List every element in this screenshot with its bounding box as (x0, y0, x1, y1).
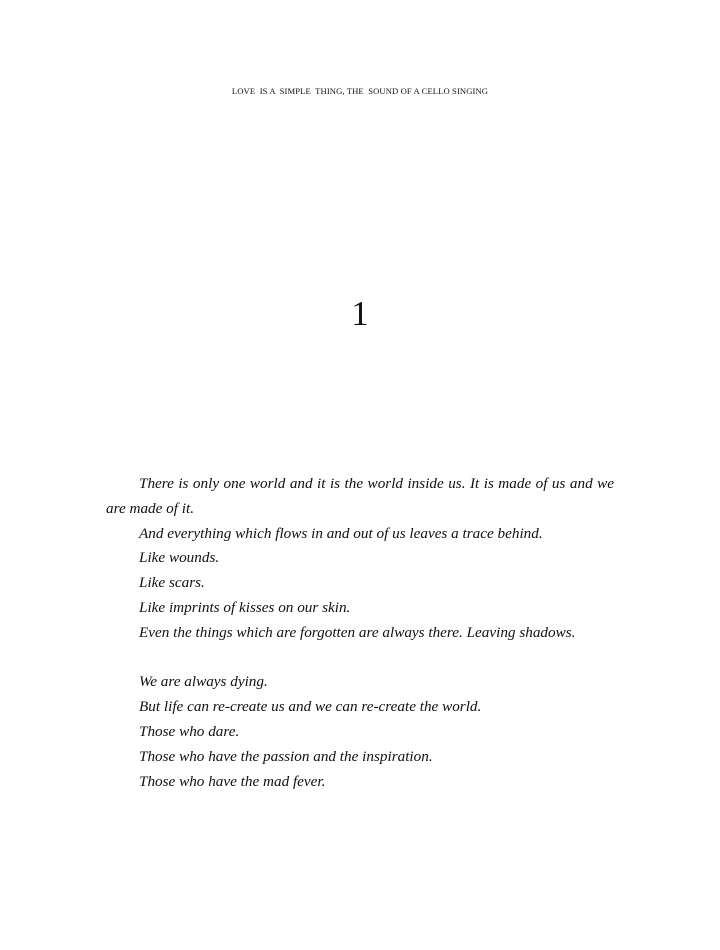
paragraph: We are always dying. (139, 673, 268, 691)
body-text (106, 472, 614, 794)
paragraph: Those who have the mad fever. (139, 772, 326, 790)
paragraph: There is only one world and it is the world inside us. It is made of us and we are made of it. (106, 475, 614, 517)
chapter-number: 1 (351, 294, 369, 333)
paragraph: But life can re-create us and we can re-create the world. (139, 698, 482, 716)
stanza-break (106, 646, 614, 671)
paragraph: Like wounds. (139, 549, 220, 567)
paragraph: Those who have the passion and the inspiration. (139, 747, 433, 765)
running-header: LOVE IS A SIMPLE THING, THE SOUND OF A CELLO SINGING (231, 86, 489, 96)
paragraph: Like scars. (139, 574, 205, 592)
paragraph: Like imprints of kisses on our skin. (139, 598, 351, 616)
paragraph: Those who dare. (139, 722, 240, 740)
paragraph: Even the things which are forgotten are always there. Leaving shadows. (139, 623, 576, 641)
paragraph: And everything which flows in and out of us leaves a trace behind. (139, 524, 543, 542)
